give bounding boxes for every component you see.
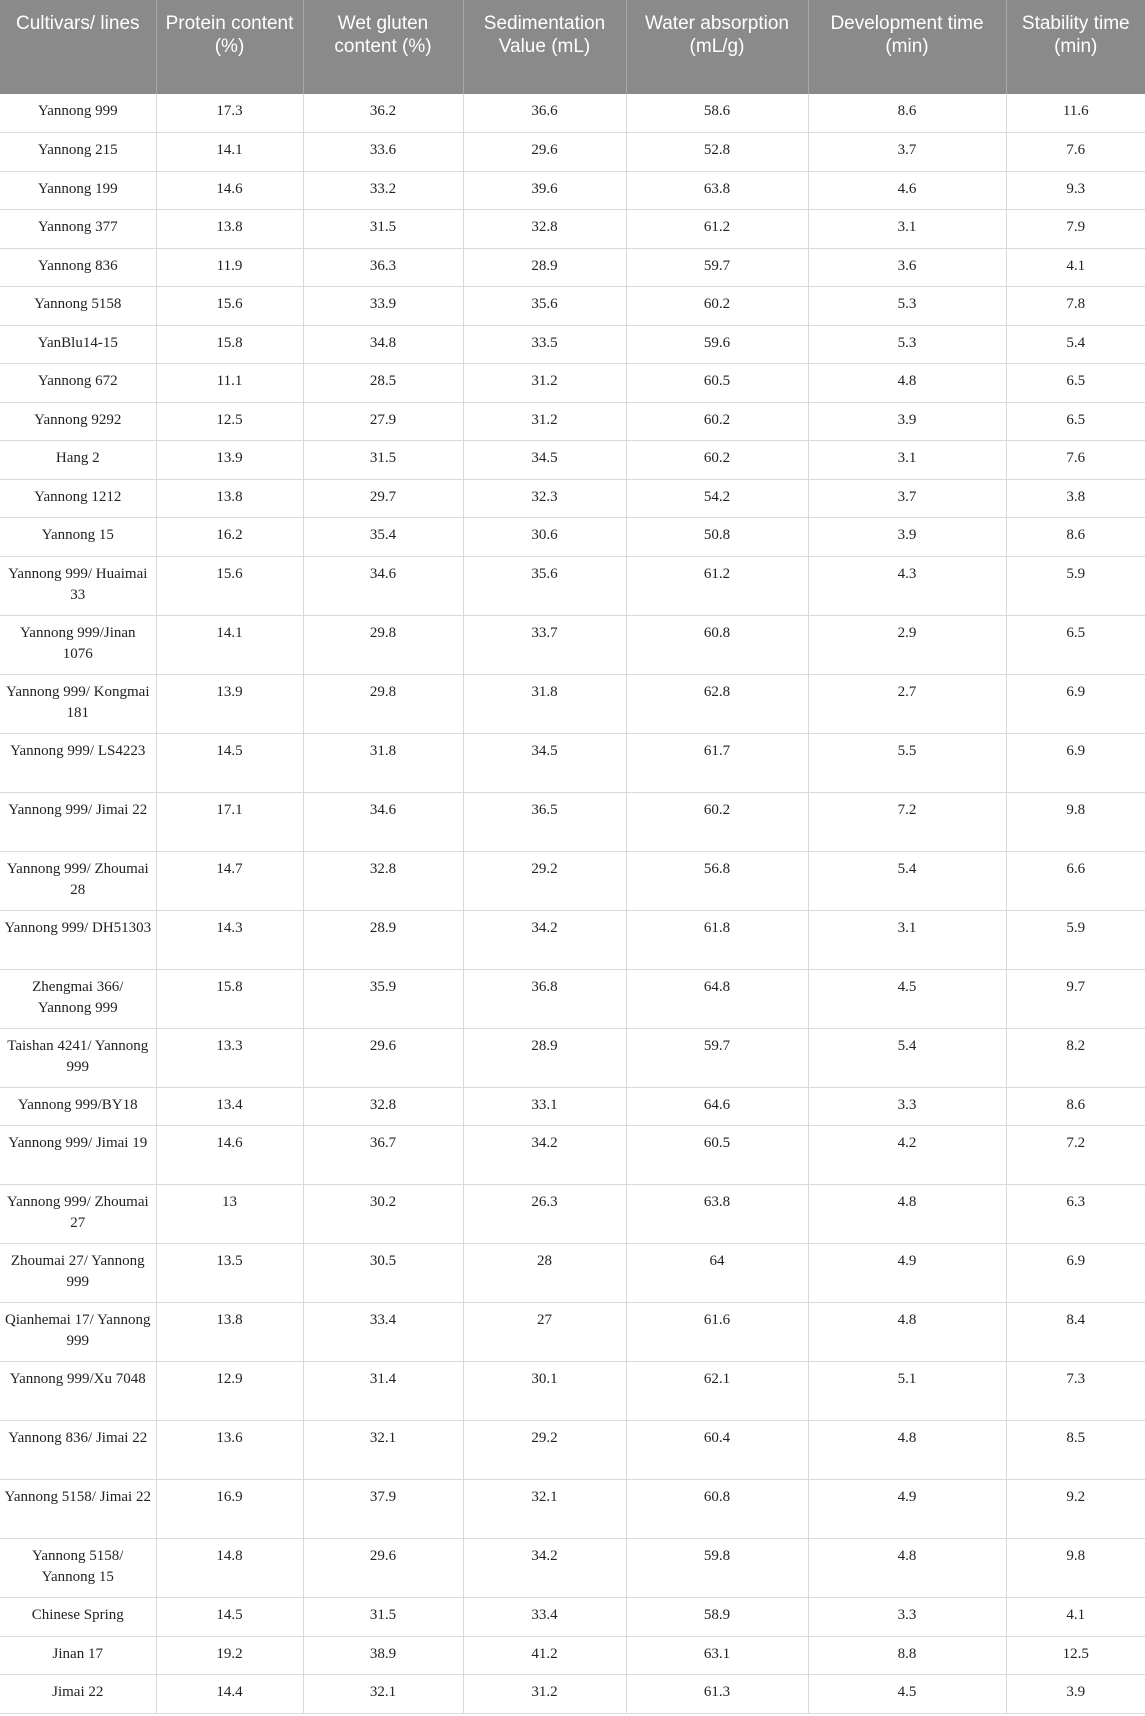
development-time-cell: 5.3 — [808, 287, 1006, 326]
stability-time-cell: 9.7 — [1006, 969, 1145, 1028]
protein-cell: 11.9 — [156, 248, 303, 287]
cultivar-cell: Yannong 9292 — [0, 402, 156, 441]
protein-cell: 14.5 — [156, 733, 303, 792]
wet-gluten-cell: 31.5 — [303, 210, 463, 249]
cultivar-cell: Chinese Spring — [0, 1598, 156, 1637]
development-time-cell: 4.2 — [808, 1126, 1006, 1185]
water-absorption-cell: 61.6 — [626, 1303, 808, 1362]
water-absorption-cell: 61.3 — [626, 1675, 808, 1714]
development-time-cell: 3.9 — [808, 402, 1006, 441]
development-time-cell: 3.3 — [808, 1598, 1006, 1637]
sedimentation-cell: 29.2 — [463, 1421, 626, 1480]
column-header-stability-time: Stability time (min) — [1006, 0, 1145, 94]
column-header-sedimentation: Sedimentation Value (mL) — [463, 0, 626, 94]
stability-time-cell: 11.6 — [1006, 94, 1145, 133]
water-absorption-cell: 60.4 — [626, 1421, 808, 1480]
water-absorption-cell: 63.1 — [626, 1636, 808, 1675]
water-absorption-cell: 59.8 — [626, 1539, 808, 1598]
wet-gluten-cell: 35.9 — [303, 969, 463, 1028]
cultivar-cell: Yannong 377 — [0, 210, 156, 249]
stability-time-cell: 7.2 — [1006, 1126, 1145, 1185]
wet-gluten-cell: 31.8 — [303, 733, 463, 792]
wet-gluten-cell: 34.6 — [303, 792, 463, 851]
development-time-cell: 2.7 — [808, 674, 1006, 733]
table-row — [0, 1598, 1145, 1637]
protein-cell: 13.8 — [156, 479, 303, 518]
wet-gluten-cell: 28.9 — [303, 910, 463, 969]
wet-gluten-cell: 36.2 — [303, 94, 463, 133]
cultivar-cell: Yannong 999/ Huaimai 33 — [0, 556, 156, 615]
development-time-cell: 4.8 — [808, 1421, 1006, 1480]
cultivar-cell: Qianhemai 17/ Yannong 999 — [0, 1303, 156, 1362]
wet-gluten-cell: 31.5 — [303, 441, 463, 480]
cultivar-cell: Yannong 999/ DH51303 — [0, 910, 156, 969]
stability-time-cell: 6.6 — [1006, 851, 1145, 910]
cultivar-cell: Yannong 215 — [0, 133, 156, 172]
protein-cell: 13.6 — [156, 1421, 303, 1480]
column-header-water-absorption: Water absorption (mL/g) — [626, 0, 808, 94]
stability-time-cell: 8.4 — [1006, 1303, 1145, 1362]
water-absorption-cell: 52.8 — [626, 133, 808, 172]
table-row — [0, 1675, 1145, 1714]
water-absorption-cell: 50.8 — [626, 518, 808, 557]
wet-gluten-cell: 35.4 — [303, 518, 463, 557]
protein-cell: 13.4 — [156, 1087, 303, 1126]
water-absorption-cell: 58.6 — [626, 94, 808, 133]
wet-gluten-cell: 27.9 — [303, 402, 463, 441]
cultivar-cell: Yannong 836/ Jimai 22 — [0, 1421, 156, 1480]
development-time-cell: 3.1 — [808, 441, 1006, 480]
table-row — [0, 615, 1145, 674]
table-row — [0, 364, 1145, 403]
stability-time-cell: 7.9 — [1006, 210, 1145, 249]
cultivar-cell: Yannong 999/Jinan 1076 — [0, 615, 156, 674]
protein-cell: 17.1 — [156, 792, 303, 851]
sedimentation-cell: 27 — [463, 1303, 626, 1362]
water-absorption-cell: 61.2 — [626, 210, 808, 249]
water-absorption-cell: 59.7 — [626, 1028, 808, 1087]
table-row — [0, 1244, 1145, 1303]
table-row — [0, 1126, 1145, 1185]
protein-cell: 14.7 — [156, 851, 303, 910]
wet-gluten-cell: 28.5 — [303, 364, 463, 403]
water-absorption-cell: 59.7 — [626, 248, 808, 287]
table-row — [0, 1303, 1145, 1362]
sedimentation-cell: 31.2 — [463, 364, 626, 403]
stability-time-cell: 6.5 — [1006, 615, 1145, 674]
development-time-cell: 5.4 — [808, 851, 1006, 910]
cultivar-cell: Yannong 1212 — [0, 479, 156, 518]
protein-cell: 14.1 — [156, 133, 303, 172]
water-absorption-cell: 64.6 — [626, 1087, 808, 1126]
cultivar-cell: Yannong 999/Xu 7048 — [0, 1362, 156, 1421]
wet-gluten-cell: 33.9 — [303, 287, 463, 326]
sedimentation-cell: 29.2 — [463, 851, 626, 910]
sedimentation-cell: 34.5 — [463, 733, 626, 792]
development-time-cell: 4.8 — [808, 1539, 1006, 1598]
stability-time-cell: 8.6 — [1006, 1087, 1145, 1126]
table-row — [0, 674, 1145, 733]
wet-gluten-cell: 29.6 — [303, 1539, 463, 1598]
column-header-development-time: Development time (min) — [808, 0, 1006, 94]
table-row — [0, 1480, 1145, 1539]
sedimentation-cell: 34.2 — [463, 1126, 626, 1185]
sedimentation-cell: 31.2 — [463, 1675, 626, 1714]
wet-gluten-cell: 34.8 — [303, 325, 463, 364]
table-row — [0, 325, 1145, 364]
table-row — [0, 171, 1145, 210]
development-time-cell: 3.7 — [808, 133, 1006, 172]
wet-gluten-cell: 33.4 — [303, 1303, 463, 1362]
protein-cell: 14.6 — [156, 171, 303, 210]
stability-time-cell: 12.5 — [1006, 1636, 1145, 1675]
development-time-cell: 4.9 — [808, 1480, 1006, 1539]
cultivar-cell: Yannong 999/ Jimai 22 — [0, 792, 156, 851]
development-time-cell: 8.6 — [808, 94, 1006, 133]
sedimentation-cell: 39.6 — [463, 171, 626, 210]
wet-gluten-cell: 32.1 — [303, 1421, 463, 1480]
table-body — [0, 94, 1145, 1713]
cultivar-cell: Zhoumai 27/ Yannong 999 — [0, 1244, 156, 1303]
water-absorption-cell: 58.9 — [626, 1598, 808, 1637]
cultivar-cell: Yannong 999/BY18 — [0, 1087, 156, 1126]
table-row — [0, 1362, 1145, 1421]
protein-cell: 14.3 — [156, 910, 303, 969]
cultivar-cell: Hang 2 — [0, 441, 156, 480]
table-row — [0, 1028, 1145, 1087]
sedimentation-cell: 33.1 — [463, 1087, 626, 1126]
development-time-cell: 5.1 — [808, 1362, 1006, 1421]
cultivar-cell: Yannong 199 — [0, 171, 156, 210]
water-absorption-cell: 60.2 — [626, 441, 808, 480]
stability-time-cell: 6.3 — [1006, 1185, 1145, 1244]
table-row — [0, 518, 1145, 557]
wet-gluten-cell: 29.7 — [303, 479, 463, 518]
protein-cell: 15.8 — [156, 969, 303, 1028]
development-time-cell: 7.2 — [808, 792, 1006, 851]
column-header-protein: Protein content (%) — [156, 0, 303, 94]
sedimentation-cell: 29.6 — [463, 133, 626, 172]
stability-time-cell: 9.8 — [1006, 792, 1145, 851]
development-time-cell: 5.3 — [808, 325, 1006, 364]
table-row — [0, 1421, 1145, 1480]
table-row — [0, 479, 1145, 518]
development-time-cell: 3.7 — [808, 479, 1006, 518]
protein-cell: 14.4 — [156, 1675, 303, 1714]
wet-gluten-cell: 36.3 — [303, 248, 463, 287]
development-time-cell: 3.1 — [808, 910, 1006, 969]
sedimentation-cell: 26.3 — [463, 1185, 626, 1244]
stability-time-cell: 7.6 — [1006, 441, 1145, 480]
table-header — [0, 0, 1145, 94]
table-row — [0, 1636, 1145, 1675]
wet-gluten-cell: 31.5 — [303, 1598, 463, 1637]
stability-time-cell: 6.5 — [1006, 364, 1145, 403]
wet-gluten-cell: 32.8 — [303, 851, 463, 910]
water-absorption-cell: 64 — [626, 1244, 808, 1303]
development-time-cell: 4.8 — [808, 1303, 1006, 1362]
development-time-cell: 3.1 — [808, 210, 1006, 249]
protein-cell: 13.5 — [156, 1244, 303, 1303]
cultivar-cell: Yannong 999/ LS4223 — [0, 733, 156, 792]
table-row — [0, 402, 1145, 441]
development-time-cell: 5.4 — [808, 1028, 1006, 1087]
stability-time-cell: 3.8 — [1006, 479, 1145, 518]
stability-time-cell: 8.6 — [1006, 518, 1145, 557]
water-absorption-cell: 63.8 — [626, 171, 808, 210]
stability-time-cell: 7.8 — [1006, 287, 1145, 326]
sedimentation-cell: 34.5 — [463, 441, 626, 480]
sedimentation-cell: 36.6 — [463, 94, 626, 133]
protein-cell: 16.2 — [156, 518, 303, 557]
stability-time-cell: 5.4 — [1006, 325, 1145, 364]
development-time-cell: 4.6 — [808, 171, 1006, 210]
wet-gluten-cell: 32.8 — [303, 1087, 463, 1126]
protein-cell: 19.2 — [156, 1636, 303, 1675]
sedimentation-cell: 31.2 — [463, 402, 626, 441]
cultivar-cell: Yannong 5158/ Jimai 22 — [0, 1480, 156, 1539]
cultivar-cell: Yannong 999/ Zhoumai 28 — [0, 851, 156, 910]
header-row — [0, 0, 1145, 94]
cultivar-cell: Zhengmai 366/ Yannong 999 — [0, 969, 156, 1028]
cultivar-cell: Jinan 17 — [0, 1636, 156, 1675]
cultivar-cell: Taishan 4241/ Yannong 999 — [0, 1028, 156, 1087]
column-header-cultivar: Cultivars/ lines — [0, 0, 156, 94]
development-time-cell: 4.3 — [808, 556, 1006, 615]
stability-time-cell: 9.3 — [1006, 171, 1145, 210]
sedimentation-cell: 30.1 — [463, 1362, 626, 1421]
cultivar-cell: Yannong 5158 — [0, 287, 156, 326]
water-absorption-cell: 56.8 — [626, 851, 808, 910]
stability-time-cell: 3.9 — [1006, 1675, 1145, 1714]
table-row — [0, 287, 1145, 326]
development-time-cell: 4.8 — [808, 364, 1006, 403]
table-row — [0, 210, 1145, 249]
protein-cell: 13.3 — [156, 1028, 303, 1087]
development-time-cell: 4.8 — [808, 1185, 1006, 1244]
table-row — [0, 1185, 1145, 1244]
water-absorption-cell: 62.1 — [626, 1362, 808, 1421]
sedimentation-cell: 36.8 — [463, 969, 626, 1028]
stability-time-cell: 9.2 — [1006, 1480, 1145, 1539]
protein-cell: 14.1 — [156, 615, 303, 674]
protein-cell: 13.8 — [156, 1303, 303, 1362]
development-time-cell: 4.5 — [808, 1675, 1006, 1714]
water-absorption-cell: 61.8 — [626, 910, 808, 969]
stability-time-cell: 6.9 — [1006, 1244, 1145, 1303]
sedimentation-cell: 32.3 — [463, 479, 626, 518]
stability-time-cell: 6.9 — [1006, 674, 1145, 733]
sedimentation-cell: 34.2 — [463, 1539, 626, 1598]
water-absorption-cell: 60.8 — [626, 1480, 808, 1539]
wet-gluten-cell: 29.6 — [303, 1028, 463, 1087]
stability-time-cell: 5.9 — [1006, 556, 1145, 615]
cultivar-cell: Yannong 999/ Kongmai 181 — [0, 674, 156, 733]
sedimentation-cell: 31.8 — [463, 674, 626, 733]
sedimentation-cell: 28 — [463, 1244, 626, 1303]
table-row — [0, 133, 1145, 172]
wet-gluten-cell: 34.6 — [303, 556, 463, 615]
protein-cell: 12.9 — [156, 1362, 303, 1421]
wet-gluten-cell: 33.2 — [303, 171, 463, 210]
development-time-cell: 2.9 — [808, 615, 1006, 674]
wet-gluten-cell: 32.1 — [303, 1675, 463, 1714]
sedimentation-cell: 32.8 — [463, 210, 626, 249]
table-row — [0, 248, 1145, 287]
protein-cell: 13 — [156, 1185, 303, 1244]
water-absorption-cell: 64.8 — [626, 969, 808, 1028]
protein-cell: 16.9 — [156, 1480, 303, 1539]
wet-gluten-cell: 37.9 — [303, 1480, 463, 1539]
water-absorption-cell: 60.8 — [626, 615, 808, 674]
protein-cell: 11.1 — [156, 364, 303, 403]
stability-time-cell: 6.5 — [1006, 402, 1145, 441]
cultivar-cell: Jimai 22 — [0, 1675, 156, 1714]
sedimentation-cell: 34.2 — [463, 910, 626, 969]
protein-cell: 17.3 — [156, 94, 303, 133]
protein-cell: 14.8 — [156, 1539, 303, 1598]
stability-time-cell: 9.8 — [1006, 1539, 1145, 1598]
water-absorption-cell: 59.6 — [626, 325, 808, 364]
wet-gluten-cell: 29.8 — [303, 674, 463, 733]
development-time-cell: 5.5 — [808, 733, 1006, 792]
table-row — [0, 733, 1145, 792]
sedimentation-cell: 28.9 — [463, 248, 626, 287]
wet-gluten-cell: 31.4 — [303, 1362, 463, 1421]
water-absorption-cell: 60.2 — [626, 402, 808, 441]
water-absorption-cell: 60.5 — [626, 364, 808, 403]
table-row — [0, 851, 1145, 910]
protein-cell: 15.6 — [156, 287, 303, 326]
sedimentation-cell: 33.4 — [463, 1598, 626, 1637]
protein-cell: 13.9 — [156, 674, 303, 733]
wet-gluten-cell: 38.9 — [303, 1636, 463, 1675]
stability-time-cell: 8.2 — [1006, 1028, 1145, 1087]
wet-gluten-cell: 30.2 — [303, 1185, 463, 1244]
water-absorption-cell: 61.2 — [626, 556, 808, 615]
water-absorption-cell: 60.2 — [626, 287, 808, 326]
table-row — [0, 94, 1145, 133]
sedimentation-cell: 35.6 — [463, 556, 626, 615]
cultivar-cell: Yannong 999/ Jimai 19 — [0, 1126, 156, 1185]
protein-cell: 15.8 — [156, 325, 303, 364]
sedimentation-cell: 36.5 — [463, 792, 626, 851]
water-absorption-cell: 61.7 — [626, 733, 808, 792]
sedimentation-cell: 41.2 — [463, 1636, 626, 1675]
cultivar-cell: Yannong 5158/ Yannong 15 — [0, 1539, 156, 1598]
sedimentation-cell: 32.1 — [463, 1480, 626, 1539]
table-row — [0, 441, 1145, 480]
cultivar-cell: Yannong 999 — [0, 94, 156, 133]
cultivar-cell: Yannong 836 — [0, 248, 156, 287]
development-time-cell: 4.5 — [808, 969, 1006, 1028]
wet-gluten-cell: 33.6 — [303, 133, 463, 172]
stability-time-cell: 5.9 — [1006, 910, 1145, 969]
table-row — [0, 556, 1145, 615]
development-time-cell: 3.3 — [808, 1087, 1006, 1126]
cultivar-cell: Yannong 999/ Zhoumai 27 — [0, 1185, 156, 1244]
stability-time-cell: 4.1 — [1006, 248, 1145, 287]
water-absorption-cell: 62.8 — [626, 674, 808, 733]
development-time-cell: 8.8 — [808, 1636, 1006, 1675]
wet-gluten-cell: 29.8 — [303, 615, 463, 674]
development-time-cell: 3.6 — [808, 248, 1006, 287]
sedimentation-cell: 33.5 — [463, 325, 626, 364]
stability-time-cell: 7.3 — [1006, 1362, 1145, 1421]
development-time-cell: 4.9 — [808, 1244, 1006, 1303]
stability-time-cell: 7.6 — [1006, 133, 1145, 172]
cultivar-cell: YanBlu14-15 — [0, 325, 156, 364]
table-row — [0, 792, 1145, 851]
sedimentation-cell: 33.7 — [463, 615, 626, 674]
protein-cell: 14.5 — [156, 1598, 303, 1637]
protein-cell: 15.6 — [156, 556, 303, 615]
development-time-cell: 3.9 — [808, 518, 1006, 557]
protein-cell: 12.5 — [156, 402, 303, 441]
sedimentation-cell: 30.6 — [463, 518, 626, 557]
table-row — [0, 910, 1145, 969]
table-row — [0, 1539, 1145, 1598]
sedimentation-cell: 35.6 — [463, 287, 626, 326]
water-absorption-cell: 60.2 — [626, 792, 808, 851]
table-row — [0, 1087, 1145, 1126]
water-absorption-cell: 54.2 — [626, 479, 808, 518]
water-absorption-cell: 63.8 — [626, 1185, 808, 1244]
sedimentation-cell: 28.9 — [463, 1028, 626, 1087]
table-row — [0, 969, 1145, 1028]
cultivar-cell: Yannong 15 — [0, 518, 156, 557]
protein-cell: 13.9 — [156, 441, 303, 480]
wet-gluten-cell: 36.7 — [303, 1126, 463, 1185]
protein-cell: 13.8 — [156, 210, 303, 249]
stability-time-cell: 6.9 — [1006, 733, 1145, 792]
stability-time-cell: 8.5 — [1006, 1421, 1145, 1480]
column-header-wet-gluten: Wet gluten content (%) — [303, 0, 463, 94]
cultivar-cell: Yannong 672 — [0, 364, 156, 403]
wet-gluten-cell: 30.5 — [303, 1244, 463, 1303]
water-absorption-cell: 60.5 — [626, 1126, 808, 1185]
stability-time-cell: 4.1 — [1006, 1598, 1145, 1637]
protein-cell: 14.6 — [156, 1126, 303, 1185]
